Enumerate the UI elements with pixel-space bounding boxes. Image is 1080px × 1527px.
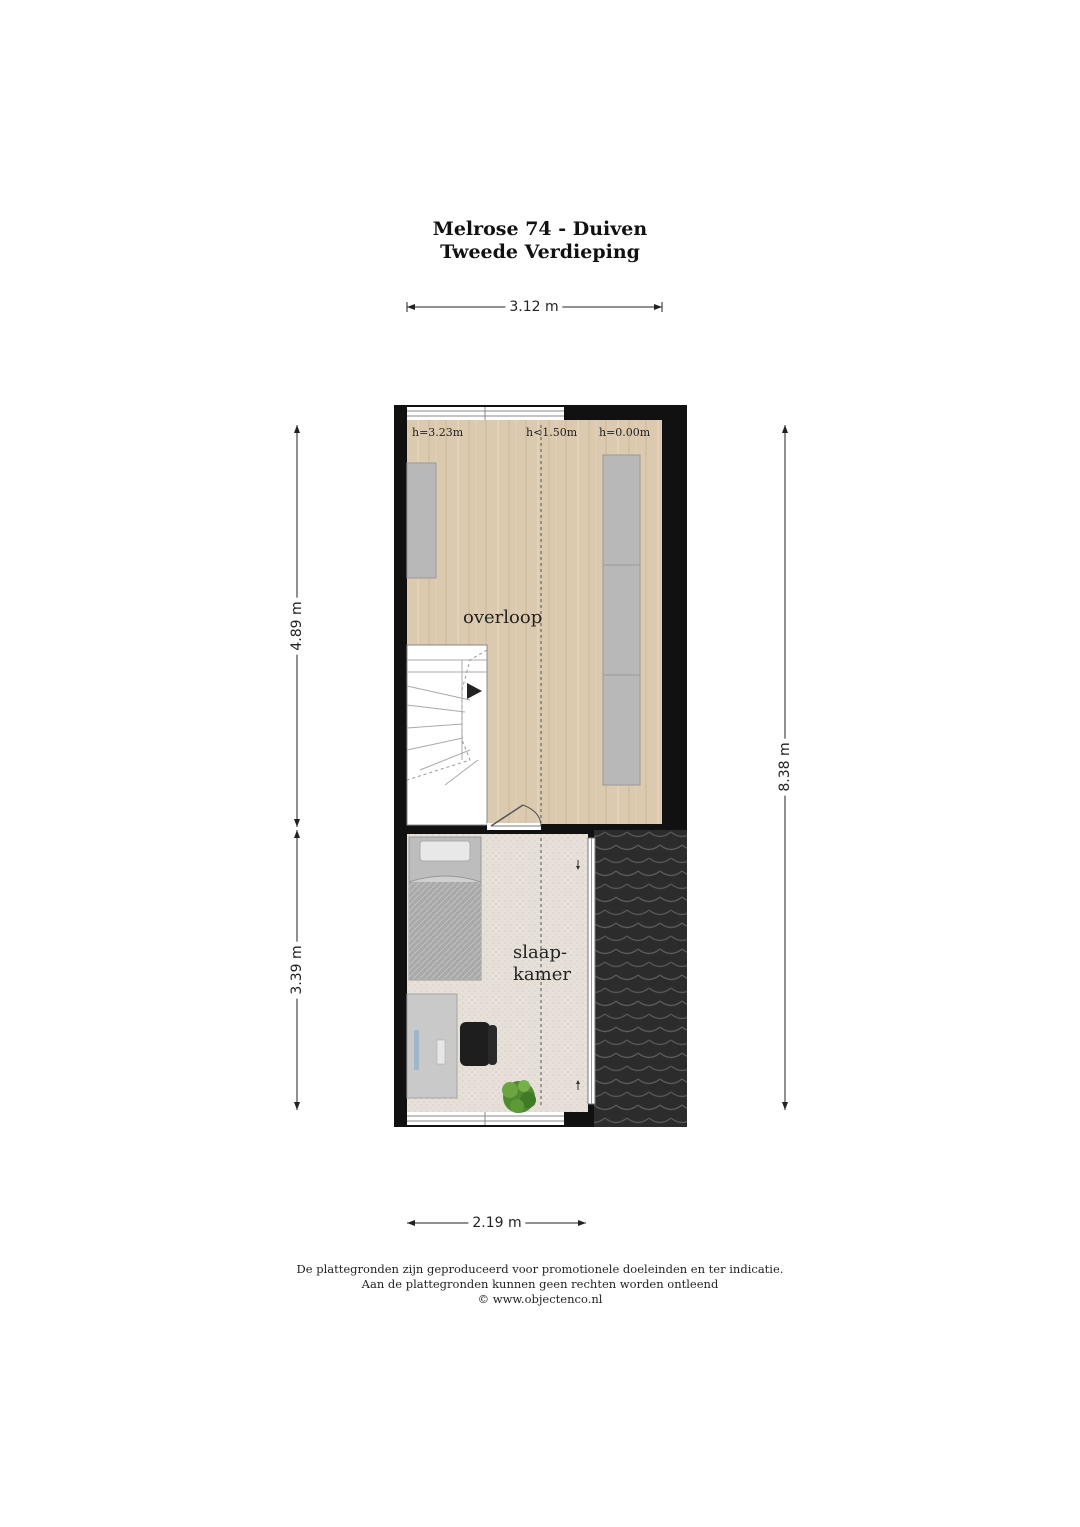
plan-title: Melrose 74 - Duiven <box>432 218 648 240</box>
plan-subtitle: Tweede Verdieping <box>440 241 640 263</box>
roof-tiles <box>594 830 687 1127</box>
room-label-slaapkamer-line2: kamer <box>513 964 571 985</box>
height-note-right: h=0.00m <box>599 426 651 439</box>
height-note-middle: h<1.50m <box>526 426 578 439</box>
desk <box>407 994 457 1098</box>
disclaimer-line-2: Aan de plattegronden kunnen geen rechten worden ontleend <box>361 1277 719 1291</box>
window-top <box>407 407 564 420</box>
window-bottom <box>407 1112 564 1125</box>
disclaimer <box>0 1262 1080 1307</box>
dimension-label-top: 3.12 m <box>505 299 562 315</box>
dimension-label-left-upper: 4.89 m <box>289 597 305 654</box>
bed <box>409 837 481 980</box>
dimension-label-right: 8.38 m <box>777 738 793 795</box>
cabinets-right <box>603 455 640 785</box>
desk-chair <box>460 1022 497 1066</box>
wardrobe-left <box>407 463 436 578</box>
room-label-slaapkamer-line1: slaap- <box>513 942 568 963</box>
disclaimer-line-3: © www.objectenco.nl <box>477 1292 603 1306</box>
disclaimer-line-1: De plattegronden zijn geproduceerd voor promotionele doeleinden en ter indicatie. <box>296 1262 784 1276</box>
dimension-label-bottom: 2.19 m <box>468 1215 525 1231</box>
window-side <box>588 838 595 1104</box>
staircase <box>407 645 487 825</box>
height-note-left: h=3.23m <box>412 426 464 439</box>
dimension-label-left-lower: 3.39 m <box>289 941 305 998</box>
room-label-overloop: overloop <box>463 607 543 628</box>
